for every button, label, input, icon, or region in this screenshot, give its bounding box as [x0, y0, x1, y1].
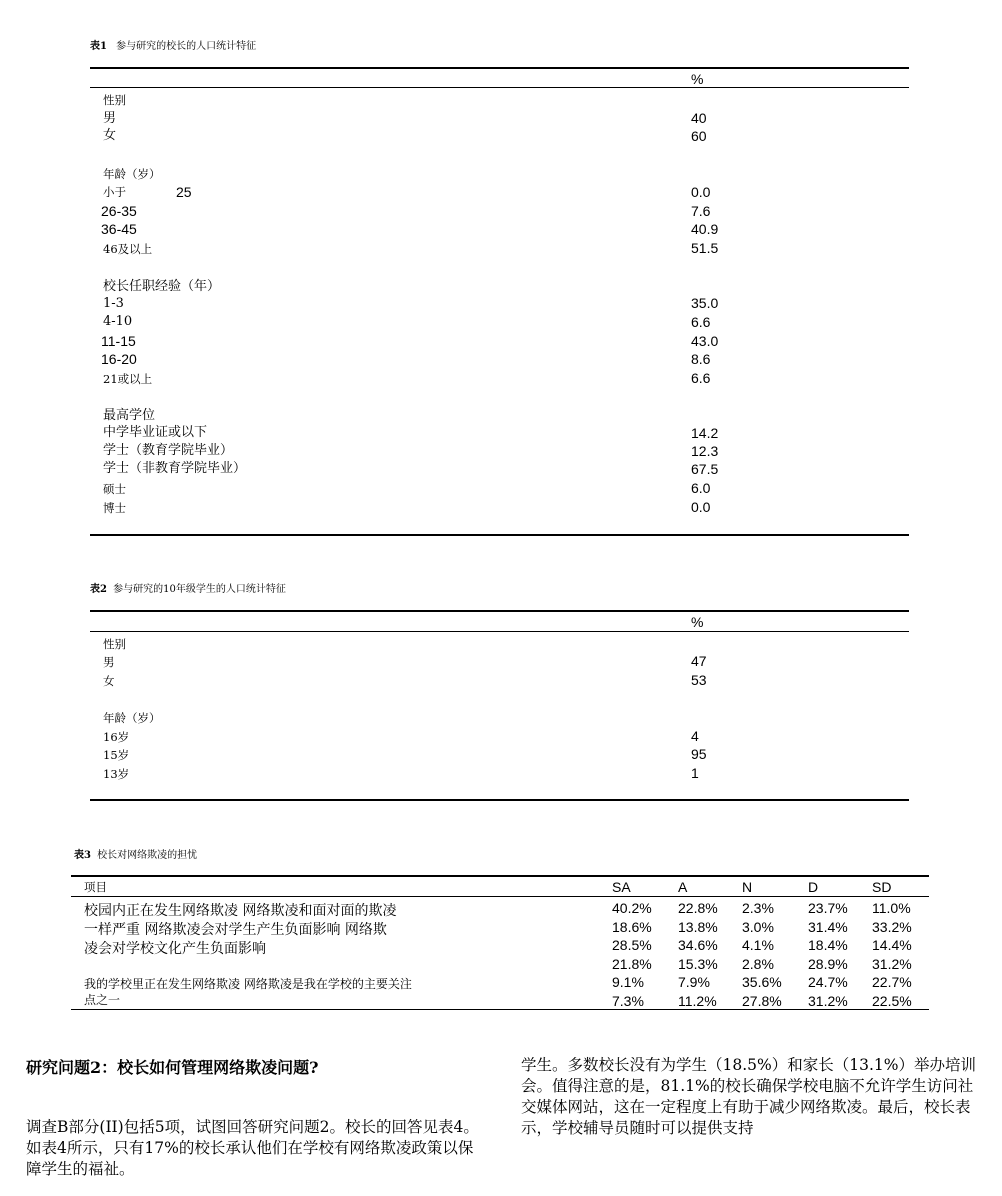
table1-row-label: 女 — [103, 128, 117, 143]
table3-cell: 28.9% — [808, 955, 848, 972]
table1-row-value: 35.0 — [691, 295, 719, 311]
table3-header-item: 项目 — [84, 880, 107, 894]
table3-cell: 9.1% — [612, 974, 644, 991]
table1-row-label: 1-3 — [103, 296, 124, 311]
table3-label: 表3 — [74, 850, 91, 861]
table2-unit-header: % — [691, 614, 704, 630]
table1-row-value: 40 — [691, 110, 707, 126]
table1-row-value: 6.0 — [691, 480, 711, 496]
table3-cell: 22.5% — [872, 993, 912, 1009]
table3-cell: 11.2% — [678, 993, 717, 1009]
table3-cell: 7.3% — [612, 993, 644, 1009]
table2-row-value: 53 — [691, 672, 707, 688]
table2-top-rule — [90, 610, 909, 612]
table3-header-sa: SA — [612, 879, 631, 895]
table3-cell: 7.9% — [678, 974, 710, 991]
table3-item-line: 我的学校里正在发生网络欺凌 网络欺凌是我在学校的主要关注 — [84, 977, 412, 991]
table1-row-value: 40.9 — [691, 221, 719, 237]
table3-item-line: 凌会对学校文化产生负面影响 — [84, 941, 266, 957]
table1-row-label: 小于 — [103, 185, 126, 199]
table3-cell: 22.8% — [678, 900, 718, 916]
table3-header-d: D — [808, 879, 819, 895]
table1-header-rule — [90, 87, 909, 88]
table1-row-label: 男 — [103, 111, 117, 126]
table1-row-label: 学士（教育学院毕业） — [103, 443, 234, 458]
table1-row-label: 21或以上 — [103, 372, 153, 386]
table3-header-n: N — [742, 879, 753, 895]
table3-cell: 27.8% — [742, 993, 782, 1009]
table2-row-value: 1 — [691, 765, 699, 781]
table3-cell: 11.0% — [872, 900, 911, 916]
table3-bottom-rule — [71, 1009, 929, 1010]
table3-item-line: 校园内正在发生网络欺凌 网络欺凌和面对面的欺凌 — [84, 903, 397, 919]
table1-row-value: 14.2 — [691, 425, 719, 441]
table2-label: 表2 — [90, 584, 107, 595]
table2-row-label: 男 — [103, 655, 115, 669]
section-heading: 研究问题2：校长如何管理网络欺凌问题? — [26, 1058, 319, 1077]
table3-cell: 35.6% — [742, 974, 782, 991]
table3-cell: 13.8% — [678, 918, 718, 935]
table1-row-value: 12.3 — [691, 443, 719, 459]
table1-row-label: 11-15 — [101, 333, 136, 349]
table1-row-value: 67.5 — [691, 461, 719, 477]
table3-cell: 22.7% — [872, 974, 912, 991]
table3-caption-text: 校长对网络欺凌的担忧 — [97, 850, 198, 861]
table2-row-label: 女 — [103, 674, 115, 688]
table1-row-label: 26-35 — [101, 203, 137, 219]
table2-row-label: 13岁 — [103, 767, 130, 781]
table3-header-a: A — [678, 879, 688, 895]
table2-gender-title: 性别 — [103, 637, 126, 651]
table3-cell: 23.7% — [808, 900, 848, 916]
table1-row-label: 25 — [176, 184, 192, 200]
table1-gender-title: 性别 — [103, 93, 126, 107]
table1-row-label: 学士（非教育学院毕业） — [103, 461, 247, 476]
table1-row-label: 4-10 — [103, 314, 133, 329]
table2-row-value: 47 — [691, 653, 707, 669]
table3-cell: 18.4% — [808, 937, 848, 954]
table3-cell: 31.4% — [808, 918, 848, 935]
table1-row-value: 43.0 — [691, 333, 719, 349]
table3-cell: 33.2% — [872, 918, 912, 935]
table1-row-value: 0.0 — [691, 499, 711, 515]
table3-item-line: 点之一 — [84, 993, 121, 1007]
table1-row-label: 36-45 — [101, 221, 137, 237]
table1-row-value: 51.5 — [691, 240, 719, 256]
table3-cell: 15.3% — [678, 955, 718, 972]
table1-bottom-rule — [90, 534, 909, 536]
table3-cell: 28.5% — [612, 937, 652, 954]
table1-row-value: 6.6 — [691, 370, 711, 386]
table3-header-sd: SD — [872, 879, 892, 895]
table3-header-rule-left — [71, 896, 615, 897]
table1-row-label: 46及以上 — [103, 242, 153, 256]
table1-label: 表1 — [90, 41, 107, 52]
table1-row-value: 7.6 — [691, 203, 711, 219]
table3-cell: 2.3% — [742, 900, 774, 916]
table1-row-label: 硕士 — [103, 482, 126, 496]
table1-experience-title: 校长任职经验（年） — [103, 279, 221, 294]
table3-caption — [74, 846, 197, 861]
table3-cell: 31.2% — [808, 993, 848, 1009]
table2-row-label: 16岁 — [103, 730, 130, 744]
table2-caption-text: 参与研究的10年级学生的人口统计特征 — [113, 584, 286, 595]
table3-cell: 3.0% — [742, 918, 774, 935]
table3-top-rule — [71, 875, 929, 877]
table3-cell: 24.7% — [808, 974, 848, 991]
table1-row-value: 0.0 — [691, 184, 711, 200]
table1-row-value: 6.6 — [691, 314, 711, 330]
table1-row-label: 16-20 — [101, 351, 137, 367]
table1-row-value: 60 — [691, 128, 707, 144]
table1-row-label: 中学毕业证或以下 — [103, 425, 208, 440]
table3-cell: 14.4% — [872, 937, 912, 954]
table1-row-label: 博士 — [103, 501, 126, 515]
table3-cell: 34.6% — [678, 937, 718, 954]
table3-cell: 18.6% — [612, 918, 652, 935]
table3-item-line: 一样严重 网络欺凌会对学生产生负面影响 网络欺 — [84, 922, 387, 938]
table2-row-value: 4 — [691, 728, 699, 744]
left-paragraph: 调查B部分(II)包括5项，试图回答研究问题2。校长的回答见表4。如表4所示，只有17%的校长承认他们在学校有网络欺凌政策以保障学生的福祉。 — [26, 1118, 479, 1178]
table1-caption-text: 参与研究的校长的人口统计特征 — [116, 41, 257, 52]
table2-header-rule — [90, 631, 909, 632]
table1-unit-header: % — [691, 71, 704, 87]
table3-cell: 21.8% — [612, 955, 652, 972]
table1-row-value: 8.6 — [691, 351, 711, 367]
table1-caption — [90, 37, 256, 52]
table3-cell: 40.2% — [612, 900, 652, 916]
table3-cell: 2.8% — [742, 955, 774, 972]
right-paragraph: 学生。多数校长没有为学生（18.5%）和家长（13.1%）举办培训会。值得注意的是，81.1%的校长确保学校电脑不允许学生访问社交媒体网站，这在一定程度上有助于减少网络欺凌。最后，校长表示，学校辅导员随时可以提供支持 — [521, 1056, 976, 1137]
table1-top-rule — [90, 67, 909, 69]
table2-age-title: 年龄（岁） — [103, 711, 161, 725]
table2-bottom-rule — [90, 799, 909, 801]
table3-header-rule-right — [612, 896, 929, 897]
table3-cell: 31.2% — [872, 955, 912, 972]
table1-age-title: 年龄（岁） — [103, 167, 161, 181]
table2-caption — [90, 580, 286, 595]
table3-cell: 4.1% — [742, 937, 774, 954]
table2-row-value: 95 — [691, 746, 707, 762]
table2-row-label: 15岁 — [103, 748, 130, 762]
table1-degree-title: 最高学位 — [103, 408, 156, 423]
